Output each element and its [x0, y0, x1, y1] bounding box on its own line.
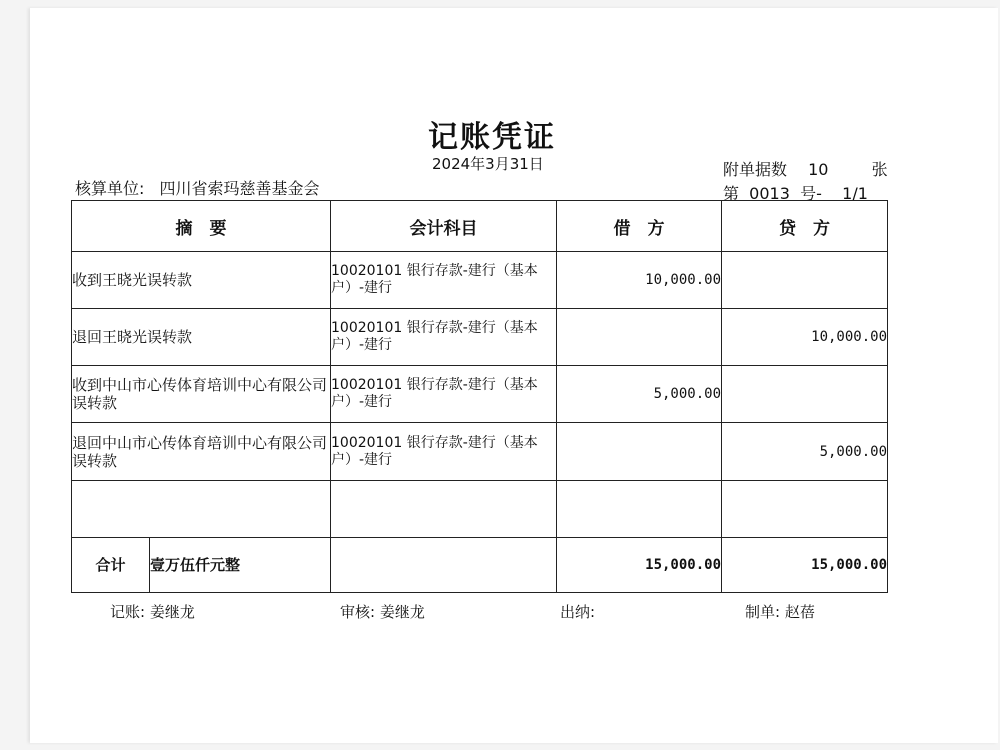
header-debit: 借 方	[557, 201, 722, 252]
total-amount-words: 壹万伍仟元整	[150, 556, 241, 575]
row-summary	[72, 480, 331, 537]
accounting-unit-label: 核算单位:	[75, 179, 145, 198]
signature-reviewer: 审核: 姜继龙	[340, 603, 425, 621]
row-account: 10020101 银行存款-建行（基本户）-建行	[331, 423, 557, 480]
voucher-date: 2024年3月31日	[432, 155, 544, 173]
row-account: 10020101 银行存款-建行（基本户）-建行	[331, 366, 557, 423]
attachment-count: 10	[808, 160, 829, 179]
row-account: 10020101 银行存款-建行（基本户）-建行	[331, 309, 557, 366]
signature-preparer: 制单: 赵蓓	[745, 603, 815, 621]
table-header-row	[72, 201, 888, 252]
voucher-title: 记账凭证	[428, 120, 556, 155]
signature-bookkeeper: 记账: 姜继龙	[110, 603, 195, 621]
attachment-label: 附单据数	[723, 160, 788, 179]
row-summary: 退回中山市心传体育培训中心有限公司误转款	[72, 423, 331, 480]
row-credit: 5,000.00	[722, 423, 888, 480]
row-summary: 收到王晓光误转款	[72, 252, 331, 309]
row-debit	[557, 423, 722, 480]
attachment-unit: 张	[871, 160, 888, 179]
row-debit: 5,000.00	[557, 366, 722, 423]
header-credit: 贷 方	[722, 201, 888, 252]
table-row	[72, 423, 888, 480]
total-cell	[72, 537, 331, 592]
total-label: 合计	[72, 538, 150, 592]
voucher-table	[71, 200, 888, 593]
accounting-unit-name: 四川省索玛慈善基金会	[159, 179, 320, 198]
total-debit: 15,000.00	[557, 537, 722, 592]
row-account	[331, 480, 557, 537]
table-row	[72, 252, 888, 309]
table-row	[72, 309, 888, 366]
row-debit: 10,000.00	[557, 252, 722, 309]
row-credit	[722, 480, 888, 537]
table-row-empty	[72, 480, 888, 537]
row-credit: 10,000.00	[722, 309, 888, 366]
row-credit	[722, 366, 888, 423]
row-summary: 退回王晓光误转款	[72, 309, 331, 366]
row-credit	[722, 252, 888, 309]
signature-cashier: 出纳:	[560, 603, 596, 621]
table-row	[72, 366, 888, 423]
header-account: 会计科目	[331, 201, 557, 252]
row-account: 10020101 银行存款-建行（基本户）-建行	[331, 252, 557, 309]
total-spacer	[331, 537, 557, 592]
row-debit	[557, 309, 722, 366]
row-summary: 收到中山市心传体育培训中心有限公司误转款	[72, 366, 331, 423]
voucher-number-text: 第 0013 号- 1/1	[723, 184, 868, 203]
total-row	[72, 537, 888, 592]
header-summary: 摘 要	[72, 201, 331, 252]
attachment-info	[723, 157, 888, 180]
accounting-unit	[75, 176, 320, 199]
total-credit: 15,000.00	[722, 537, 888, 592]
row-debit	[557, 480, 722, 537]
